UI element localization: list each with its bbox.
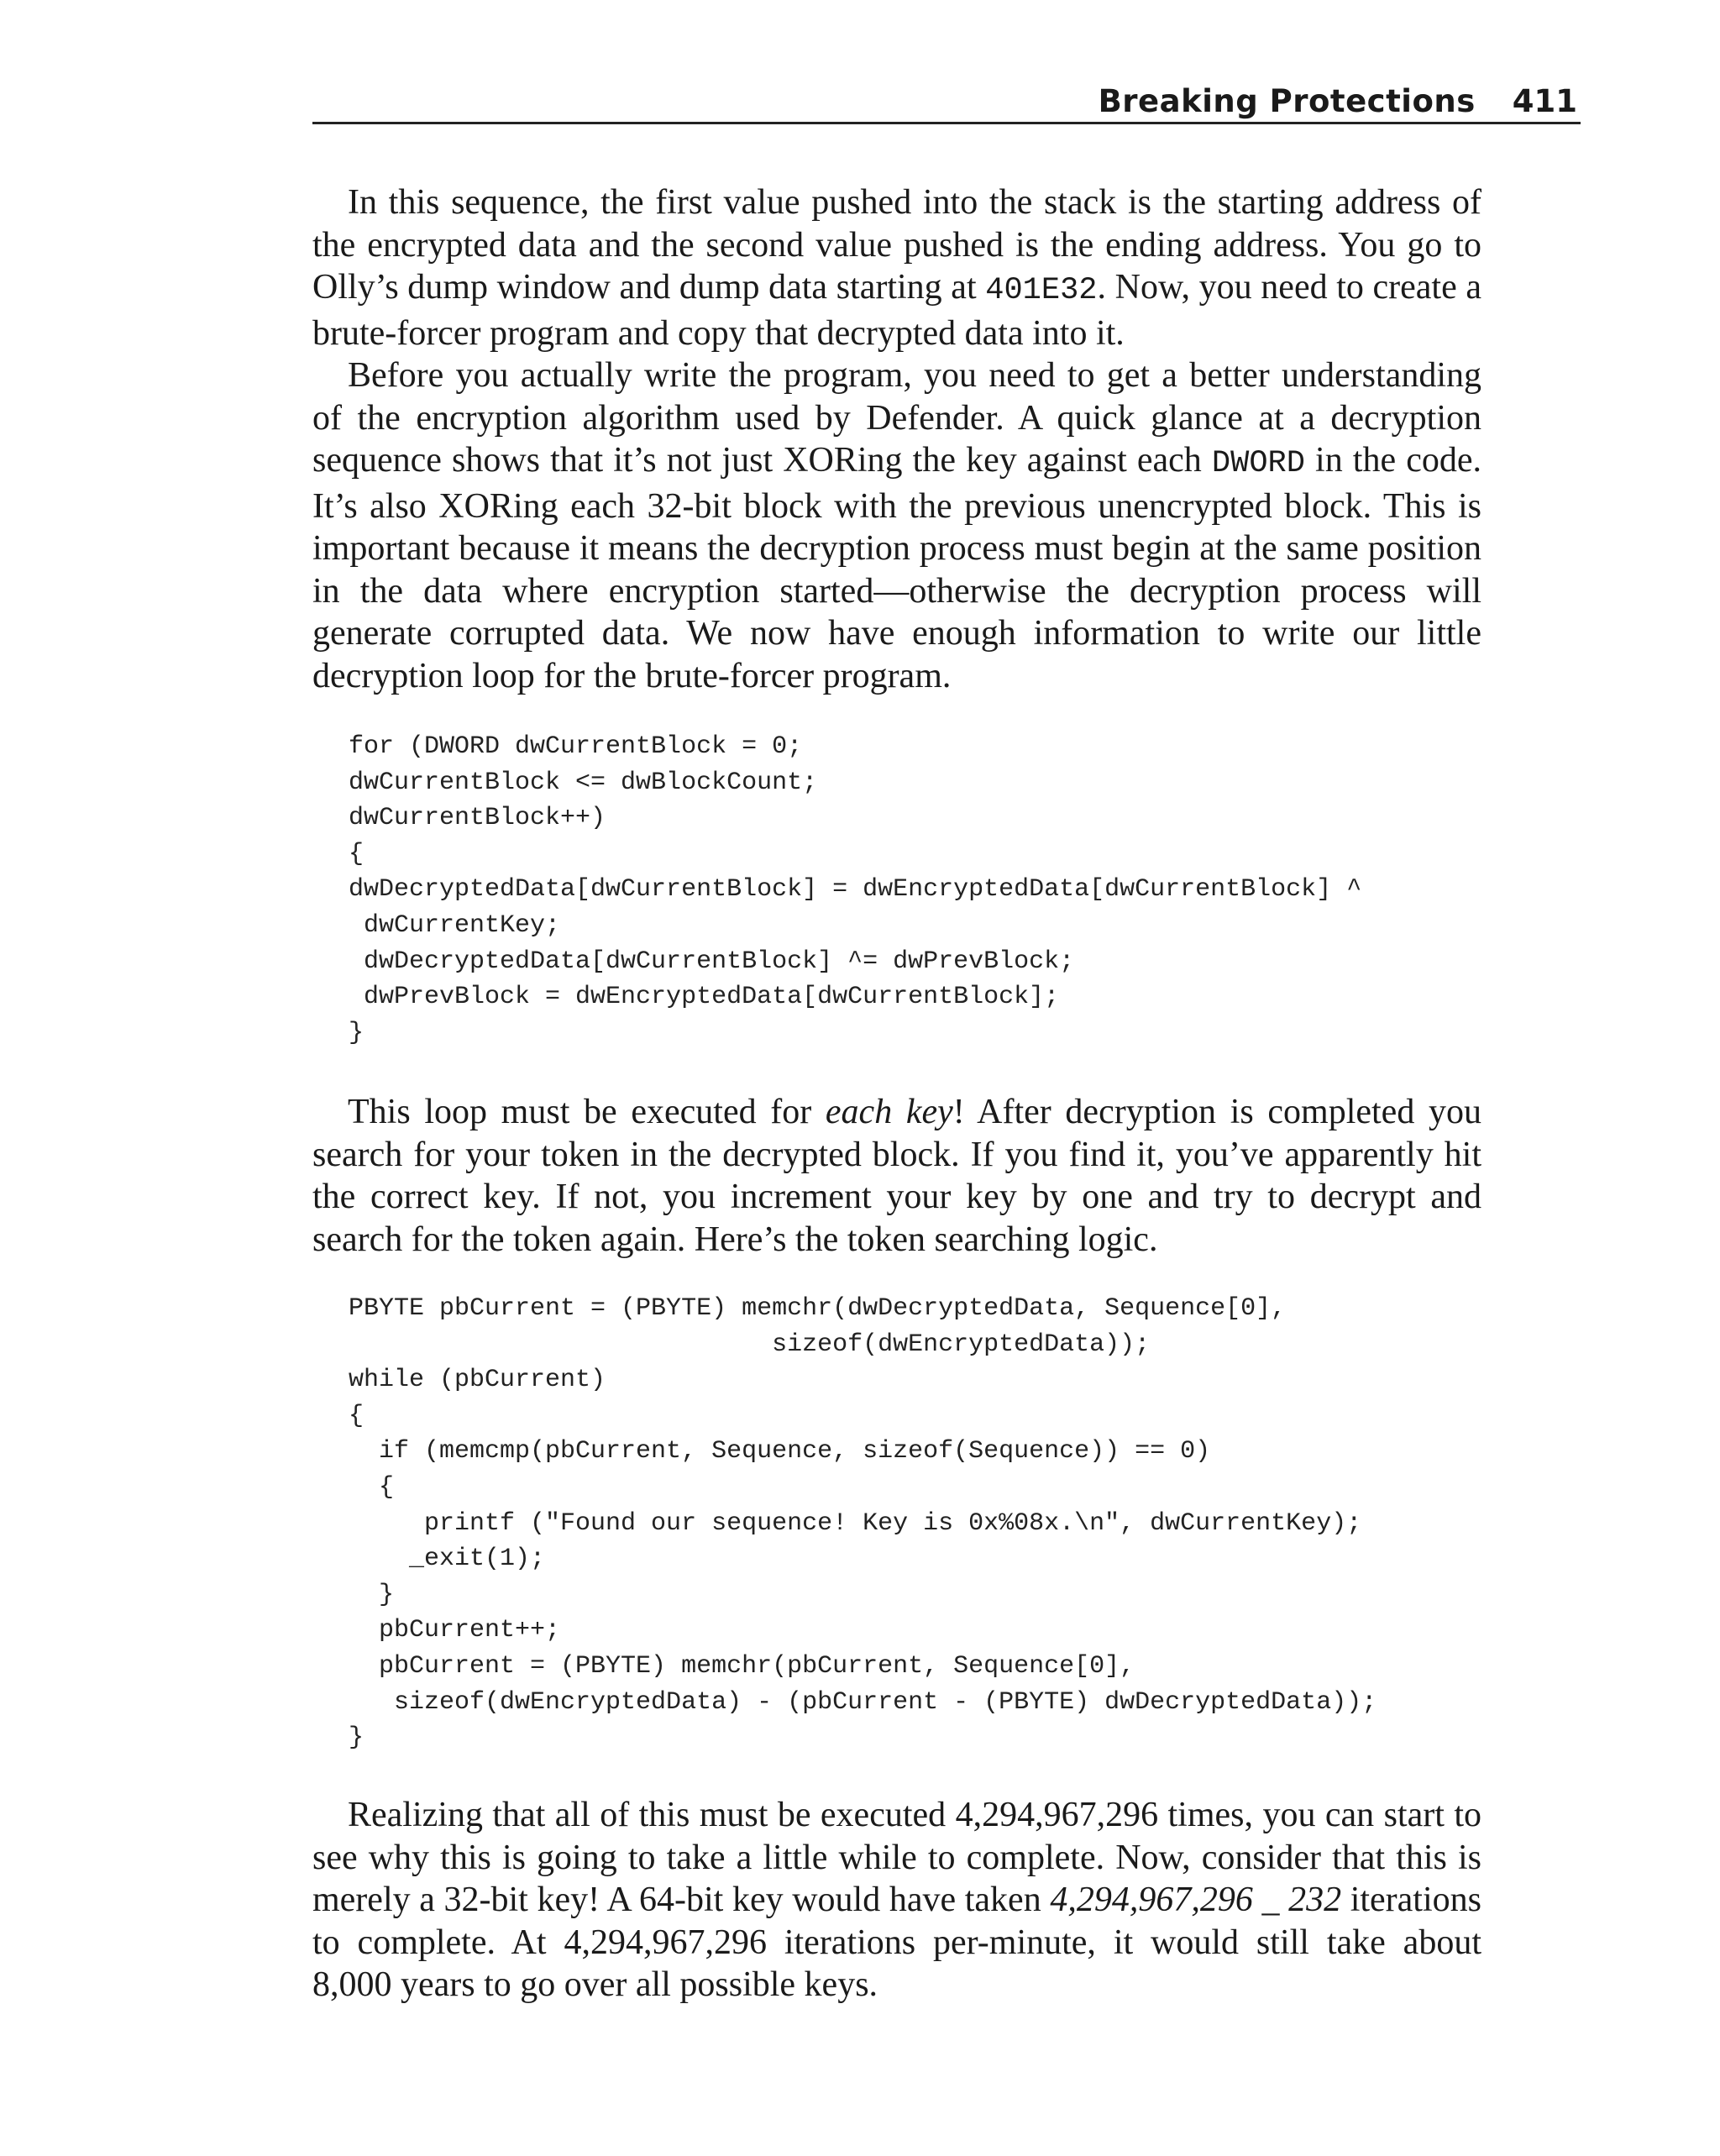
code-line: } (349, 1580, 395, 1609)
code-line: PBYTE pbCurrent = (PBYTE) memchr(dwDecryptedData, Sequence[0], (349, 1294, 1287, 1323)
code-line: dwDecryptedData[dwCurrentBlock] = dwEncryptedData[dwCurrentBlock] ^ (349, 875, 1362, 905)
emphasis-each-key: each key (825, 1093, 953, 1131)
code-line: sizeof(dwEncryptedData) - (pbCurrent - (PBYTE) dwDecryptedData)); (349, 1687, 1377, 1717)
code-line: dwDecryptedData[dwCurrentBlock] ^= dwPrevBlock; (349, 947, 1075, 976)
running-head (312, 77, 1581, 124)
inline-code-dword: DWORD (1211, 446, 1305, 481)
intro-paragraphs (312, 181, 1481, 697)
code-line: printf ("Found our sequence! Key is 0x%08x.\n", dwCurrentKey); (349, 1508, 1362, 1538)
code-listing-decryption-loop (349, 729, 1558, 1051)
paragraph-2: Before you actually write the program, you need to get a better understanding of the encryption algorithm used by Defender. A quick glance at a decryption sequence shows that it’s not just XORing the key against each DWORD in the code. It’s also XORing each 32-bit block with the previous unencrypted block. This is important because it means the decryption process must begin at the same position in the data where encryption started—otherwise the decryption process will generate corrupted data. We now have enough information to write our little decryption loop for the brute-forcer program. (312, 356, 1481, 695)
code-line: } (349, 1018, 364, 1047)
code-line: dwCurrentBlock <= dwBlockCount; (349, 768, 818, 797)
code-line: sizeof(dwEncryptedData)); (349, 1330, 1151, 1359)
code-line: } (349, 1723, 364, 1753)
code-line: dwCurrentBlock++) (349, 804, 606, 833)
code-line: dwCurrentKey; (349, 910, 561, 940)
code-line: dwPrevBlock = dwEncryptedData[dwCurrentBlock]; (349, 983, 1060, 1012)
code-line: if (memcmp(pbCurrent, Sequence, sizeof(Sequence)) == 0) (349, 1437, 1211, 1466)
inline-code-address: 401E32 (985, 273, 1098, 308)
code-line: _exit(1); (349, 1545, 546, 1574)
closing-paragraph (312, 1794, 1481, 2006)
code-line: for (DWORD dwCurrentBlock = 0; (349, 732, 803, 761)
code-line: { (349, 839, 364, 868)
code-line: while (pbCurrent) (349, 1366, 606, 1395)
code-line: { (349, 1401, 364, 1430)
paragraph-4: Realizing that all of this must be executed 4,294,967,296 times, you can start to see why this is going to take a little while to complete. Now, consider that this is merely a 32-bit key! A 64-bit key would have taken 4,294,967,296 _ 232 iterations to complete. At 4,294,967,296 iterations per-minute, it would still take about 8,000 years to go over all possible keys. (312, 1796, 1481, 2004)
paragraph-3: This loop must be executed for each key! After decryption is completed you search for your token in the decrypted block. If you find it, you’ve apparently hit the correct key. If not, you increment your key by one and try to decrypt and search for the token again. Here’s the token searching logic. (312, 1093, 1481, 1259)
code-line: pbCurrent = (PBYTE) memchr(pbCurrent, Sequence[0], (349, 1651, 1135, 1681)
emphasis-iterations: 4,294,967,296 _ 232 (1050, 1881, 1342, 1919)
middle-paragraph (312, 1091, 1481, 1261)
paragraph-1: In this sequence, the first value pushed into the stack is the starting address of the encrypted data and the second value pushed is the ending address. You go to Olly’s dump window and dump data starting at 401E32. Now, you need to create a brute-forcer program and copy that decrypted data into it. (312, 183, 1481, 353)
page-number: 411 (1512, 83, 1577, 119)
code-line: { (349, 1472, 395, 1502)
code-listing-token-search (349, 1291, 1558, 1756)
chapter-title: Breaking Protections (1098, 83, 1476, 119)
code-line: pbCurrent++; (349, 1616, 561, 1645)
